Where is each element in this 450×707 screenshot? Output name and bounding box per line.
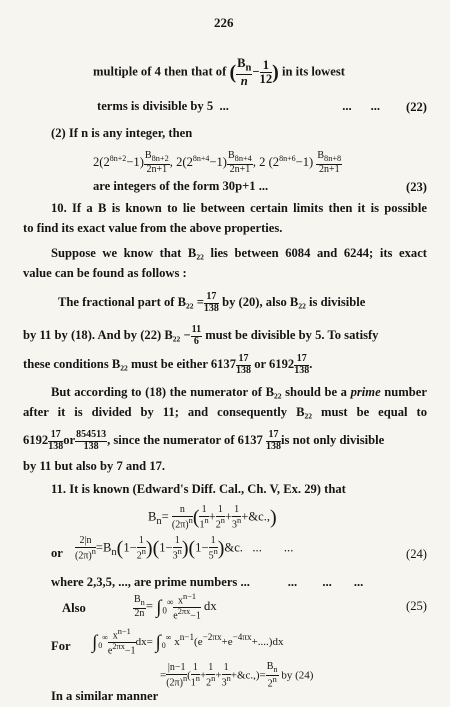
conditions-mid: or 6192 (254, 356, 295, 371)
paren-close: ) (181, 537, 189, 560)
fraction-num: 17 (236, 354, 251, 366)
divisible-11-pre: by 11 by (18). And by (22) B₂₂ − (23, 327, 191, 342)
fraction-num: $x^{n-1}$ (173, 593, 201, 608)
fraction-den: 6 (193, 335, 199, 347)
fraction-den: $e^{2\pi x}-1$ (173, 606, 201, 622)
fraction-n-over-2pi-n (172, 505, 193, 530)
fraction-den: 2n+1 (146, 163, 168, 175)
line-22a-pre: multiple of 4 then that of (93, 64, 227, 79)
fraction-bn-over-n (236, 57, 252, 88)
fraction-2n-factorial (75, 536, 96, 561)
fraction-num: $B_{8n+2}$ (144, 150, 169, 163)
fraction-num: 17 (204, 292, 219, 304)
by-11-line: by 11 but also by 7 and 17. (23, 459, 166, 473)
fraction-den: $(2\pi)^n$ (166, 673, 188, 688)
conditions-pre: these conditions B₂₂ must be either 6137 (23, 356, 237, 371)
paren-open: ( (192, 506, 200, 529)
equal-tail: is not only divisible (281, 432, 385, 447)
fraction-17-138 (48, 430, 63, 452)
or-label: or (51, 546, 63, 560)
page-number: 226 (214, 15, 234, 30)
fraction-17-138 (266, 430, 281, 452)
para-11-line: 11. It is known (Edward's Diff. Cal., Ch. V, Ex. 29) that (51, 482, 346, 496)
integral-25: $\frac{B_n}{2n}$ = $\int_0^\infty$ $\frac{x^{n-1}}{e^{2\pi x}-1}$ dx (134, 592, 217, 622)
fraction-17-138 (204, 292, 219, 314)
fraction-bn-2n (266, 662, 279, 690)
fraction-17-138 (294, 354, 309, 376)
paren-close: ) (272, 61, 279, 84)
fraction-den: 2n+1 (318, 163, 340, 175)
line-22a: multiple of 4 then that of ( $\frac{B_n}{n}$ − $\frac{1}{12}$ ) in its lowest (93, 56, 345, 88)
integral-sign: ∫ (92, 631, 98, 653)
fraction-integrand (108, 628, 136, 657)
fraction-den: 1$^n$ (190, 673, 200, 688)
equal-post: , since the numerator of 6137 (107, 432, 263, 447)
fraction-factorial (166, 663, 187, 688)
equation-tag-22: (22) (406, 100, 427, 114)
fraction-den: 2$^n$ (267, 674, 277, 690)
fraction-1-3n (232, 505, 241, 530)
divisible-11-post: must be divisible by 5. To satisfy (205, 327, 379, 342)
dots: ... (219, 99, 229, 113)
fraction-num: 1 (173, 536, 182, 548)
fraction-num: $B_{8n+4}$ (227, 150, 252, 163)
fraction-b8n4 (227, 151, 253, 175)
prime-numbers-text: where 2,3,5, ..., are prime numbers ... (51, 575, 250, 589)
paren-close: ) (145, 537, 153, 560)
fraction-num: $B_n$ (237, 56, 252, 74)
fraction-17-138 (236, 354, 251, 376)
line-23-formula: $2(2^{8n+2}-1)$ $\frac{B_{8n+2}}{2n+1}$ , $2(2^{8n+4}-1)$ $\frac{B_{8n+4}}{2n+1}$ , 2 $(2^{8n+6}-1)$ $\frac{B_{8n+8}}{2n+1}$ (93, 150, 342, 175)
fraction-num: 1 (216, 505, 225, 517)
divisible-11-line (23, 325, 378, 347)
dots: ... (353, 575, 364, 589)
paren-open: ( (188, 537, 196, 560)
fraction-num: 17 (294, 354, 309, 366)
fraction-1-1n (199, 505, 208, 530)
fraction-den: 3$^n$ (172, 546, 182, 561)
para-10-line-4: value can be found as follows : (23, 266, 187, 280)
paren-open: ( (116, 537, 124, 560)
dots: ... (283, 540, 294, 555)
fraction-1-3n (173, 536, 182, 561)
fraction-den: 3$^n$ (221, 673, 231, 688)
fraction-den: 138 (83, 440, 99, 452)
fraction-integrand (173, 593, 201, 622)
fraction-num: $B_n$ (266, 661, 278, 674)
prime-line (51, 386, 427, 399)
line-22a-post: in its lowest (281, 64, 345, 79)
conditions-line: these conditions B₂₂ must be either 6137 $\frac{17}{138}$ or 6192 $\frac{17}{138}$ . (23, 353, 313, 376)
integral-sign: ∫ (155, 631, 161, 653)
fraction-1-2n (137, 536, 146, 561)
fraction-1-5n (209, 536, 218, 561)
fraction-num: 1 (206, 663, 215, 675)
dots: ... (252, 540, 262, 555)
product-formula: $\frac{2|n}{(2\pi)^n}$ $=B_n(1-$ $\frac{1}{2^n}$ )(1− $\frac{1}{3^n}$ )(1− $\frac{1}{5^n}$ )&c. ... ... (75, 535, 294, 561)
fraction-den: 138 (48, 440, 64, 452)
fraction-1-3n (222, 663, 231, 688)
fraction-den: 2n (134, 607, 145, 619)
dots: ... (370, 99, 381, 113)
paren-close: ) (217, 537, 225, 560)
fraction-den: 2n+1 (229, 163, 251, 175)
also-label: Also (62, 601, 86, 615)
prime-post: number (384, 385, 427, 399)
fraction-den: 138 (294, 364, 310, 376)
fraction-1-2n (206, 663, 215, 688)
equal-line (23, 430, 384, 452)
fraction-num: 11 (191, 324, 202, 335)
fraction-num: 1 (137, 536, 146, 548)
integral-sign: ∫ (156, 597, 162, 619)
fraction-bn-2n (133, 595, 146, 619)
prime-word: prime (350, 385, 381, 399)
fraction-num: n (172, 505, 193, 517)
para-10-line-1: 10. If a B is known to lie between certain limits then it is possible (51, 201, 427, 215)
fraction-num: 1 (260, 59, 273, 73)
fraction-den: 3$^n$ (232, 515, 242, 530)
fraction-num: 1 (222, 663, 231, 675)
fractional-part-pre: The fractional part of B₂₂ = (58, 294, 204, 309)
line-23-head: (2) If n is any integer, then (51, 126, 193, 140)
para-10-line-3: Suppose we know that B₂₂ lies between 6084 and 6244; its exact (51, 246, 427, 260)
fraction-num: 17 (266, 430, 281, 442)
for-integral: $\int_0^\infty$ $\frac{x^{n-1}}{e^{2\pi x}-1}$ $dx= \int_0^\infty$ $x^{n-1}(e^{-2\pi x}+e^{-4\pi x}+....)dx$ (92, 627, 284, 657)
fraction-den: 138 (266, 440, 282, 452)
dots: ... (322, 575, 332, 589)
factorial-formula: = $\frac{|n-1}{(2\pi)^n}$ ( $\frac{1}{1^n}$ + $\frac{1}{2^n}$ + $\frac{1}{3^n}$ +&c.,)= $\frac{B_n}{2^n}$ by (24) (160, 661, 314, 690)
equal-pre: 6192 (23, 432, 49, 447)
bn-formula: $B_n=$ $\frac{n}{(2\pi)^n}$ ( $\frac{1}{1^n}$ + $\frac{1}{2^n}$ + $\frac{1}{3^n}$ +&c.,) (148, 504, 277, 530)
fraction-den: 2$^n$ (215, 515, 225, 530)
fraction-den: $(2\pi)^n$ (171, 515, 193, 530)
fraction-num: 1 (232, 505, 241, 517)
paren-open: ( (152, 537, 160, 560)
fraction-den: 1$^n$ (199, 515, 209, 530)
fraction-den: 2$^n$ (206, 673, 216, 688)
fractional-part-post: by (20), also B₂₂ is divisible (222, 294, 366, 309)
after-divided-line: after it is divided by 11; and consequently B₂₂ must be equal to (23, 405, 427, 419)
fraction-b8n8 (316, 151, 342, 175)
fraction-854513-138 (75, 430, 107, 452)
for-label: For (51, 639, 71, 653)
paren-close: ) (270, 506, 277, 529)
fraction-num: 2|n (75, 536, 96, 548)
equal-or: or (63, 432, 76, 447)
equation-tag-25: (25) (406, 599, 427, 613)
fraction-den: $e^{2\pi x}-1$ (107, 641, 136, 657)
dots: ... (342, 99, 352, 113)
equation-tag-23: (23) (406, 180, 427, 194)
fraction-den: 12 (259, 71, 273, 86)
fraction-num: 17 (48, 430, 63, 442)
fraction-den: 138 (236, 364, 252, 376)
fraction-num: |n−1 (167, 662, 186, 674)
similar-manner-line: In a similar manner (51, 689, 159, 703)
line-23-tail (93, 180, 268, 193)
line-23-tail-text: are integers of the form 30p+1 (93, 179, 256, 193)
paren-open: ( (229, 61, 237, 84)
fraction-num: $B_{8n+8}$ (317, 150, 342, 163)
fraction-num: $x^{n-1}$ (108, 628, 136, 643)
fraction-num: 1 (191, 663, 200, 675)
fraction-den: 138 (203, 302, 219, 314)
fraction-b8n2 (144, 151, 170, 175)
prime-numbers-line (51, 576, 363, 589)
prime-pre: But according to (18) the numerator of B₂₂ should be a (51, 385, 347, 399)
fraction-11-6 (191, 325, 202, 347)
para-10-line-2: to find its exact value from the above properties. (23, 221, 283, 235)
fraction-1-over-12 (260, 59, 273, 86)
by-24: by (24) (281, 669, 314, 682)
fraction-den: 5$^n$ (208, 546, 218, 561)
line-22b-text: terms is divisible by 5 (97, 99, 214, 113)
fraction-den: 2$^n$ (136, 546, 146, 561)
fraction-num: 1 (209, 536, 218, 548)
fraction-1-1n (191, 663, 200, 688)
fraction-num: $B_n$ (134, 594, 145, 608)
line-22b (97, 100, 380, 113)
dots: ... (258, 179, 269, 193)
dots: ... (287, 575, 298, 589)
fraction-den: $(2\pi)^n$ (75, 546, 96, 561)
fraction-den: n (240, 73, 248, 88)
fraction-1-2n (216, 505, 225, 530)
fraction-num: 1 (199, 505, 208, 517)
fractional-part-line (58, 292, 365, 314)
fraction-num: 854513 (76, 429, 107, 440)
equation-tag-24: (24) (406, 547, 427, 561)
